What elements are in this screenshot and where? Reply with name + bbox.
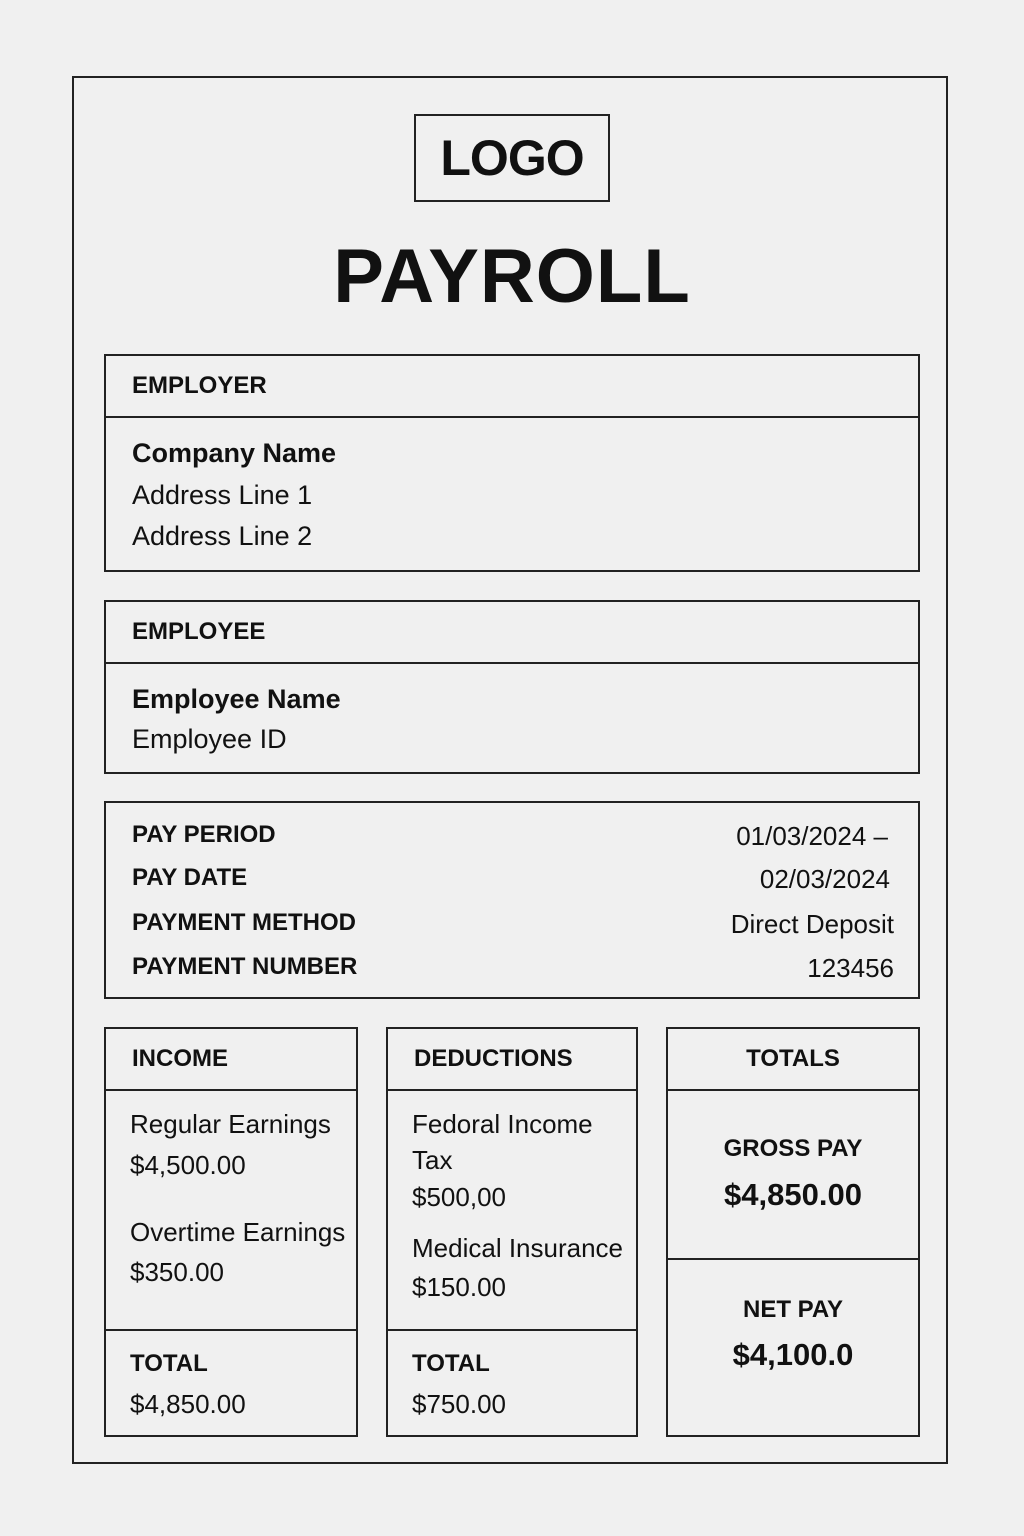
- payment-method-value: Direct Deposit: [730, 909, 894, 939]
- totals-section: [666, 1027, 920, 1437]
- deductions-section: [386, 1027, 638, 1437]
- employer-section: [104, 354, 920, 572]
- pay-period-end: 02/03/2024: [759, 864, 890, 894]
- address-line-1: Address Line 1: [132, 480, 313, 510]
- gross-pay-label: GROSS PAY: [723, 1135, 863, 1162]
- deduction-item-label: Medical Insurance: [412, 1233, 623, 1263]
- income-total-divider: [106, 1329, 356, 1331]
- payment-number-label: PAYMENT NUMBER: [132, 953, 358, 980]
- income-item-label: Overtime Earnings: [130, 1217, 346, 1247]
- deduction-item-amount: $150.00: [412, 1272, 506, 1302]
- net-pay-label: NET PAY: [742, 1296, 844, 1323]
- employee-name: Employee Name: [132, 684, 341, 714]
- totals-heading: TOTALS: [668, 1029, 918, 1091]
- pay-period-start: 01/03/2024 –: [736, 821, 888, 851]
- employee-section: [104, 600, 920, 774]
- employee-id: Employee ID: [132, 724, 287, 754]
- pay-date-label: PAY DATE: [132, 864, 248, 891]
- deduction-item-label-cont: Tax: [412, 1145, 453, 1175]
- employee-heading: EMPLOYEE: [106, 602, 918, 664]
- deductions-heading: DEDUCTIONS: [388, 1029, 636, 1091]
- address-line-2: Address Line 2: [132, 521, 313, 551]
- deductions-total-divider: [388, 1329, 636, 1331]
- payment-info-section: [104, 801, 920, 999]
- deduction-item-label: Fedoral Income: [412, 1109, 593, 1139]
- income-total-amount: $4,850.00: [130, 1389, 246, 1419]
- page-title: PAYROLL: [333, 234, 691, 319]
- company-logo: [414, 114, 610, 202]
- gross-pay-amount: $4,850.00: [724, 1177, 862, 1212]
- company-name: Company Name: [132, 438, 337, 468]
- income-item-amount: $4,500.00: [130, 1150, 246, 1180]
- deductions-total-label: TOTAL: [412, 1350, 490, 1377]
- payment-method-label: PAYMENT METHOD: [132, 909, 357, 936]
- income-section: [104, 1027, 358, 1437]
- income-heading: INCOME: [106, 1029, 356, 1091]
- income-total-label: TOTAL: [130, 1350, 208, 1377]
- logo-text: LOGO: [440, 130, 584, 186]
- deductions-total-amount: $750.00: [412, 1389, 506, 1419]
- pay-period-label: PAY PERIOD: [132, 821, 276, 848]
- employer-heading: EMPLOYER: [106, 356, 918, 418]
- net-pay-amount: $4,100.0: [732, 1337, 854, 1372]
- payment-number-value: 123456: [807, 953, 894, 983]
- income-item-label: Regular Earnings: [130, 1109, 331, 1139]
- deduction-item-amount: $500,00: [412, 1182, 506, 1212]
- income-item-amount: $350.00: [130, 1257, 224, 1287]
- totals-divider: [668, 1258, 918, 1260]
